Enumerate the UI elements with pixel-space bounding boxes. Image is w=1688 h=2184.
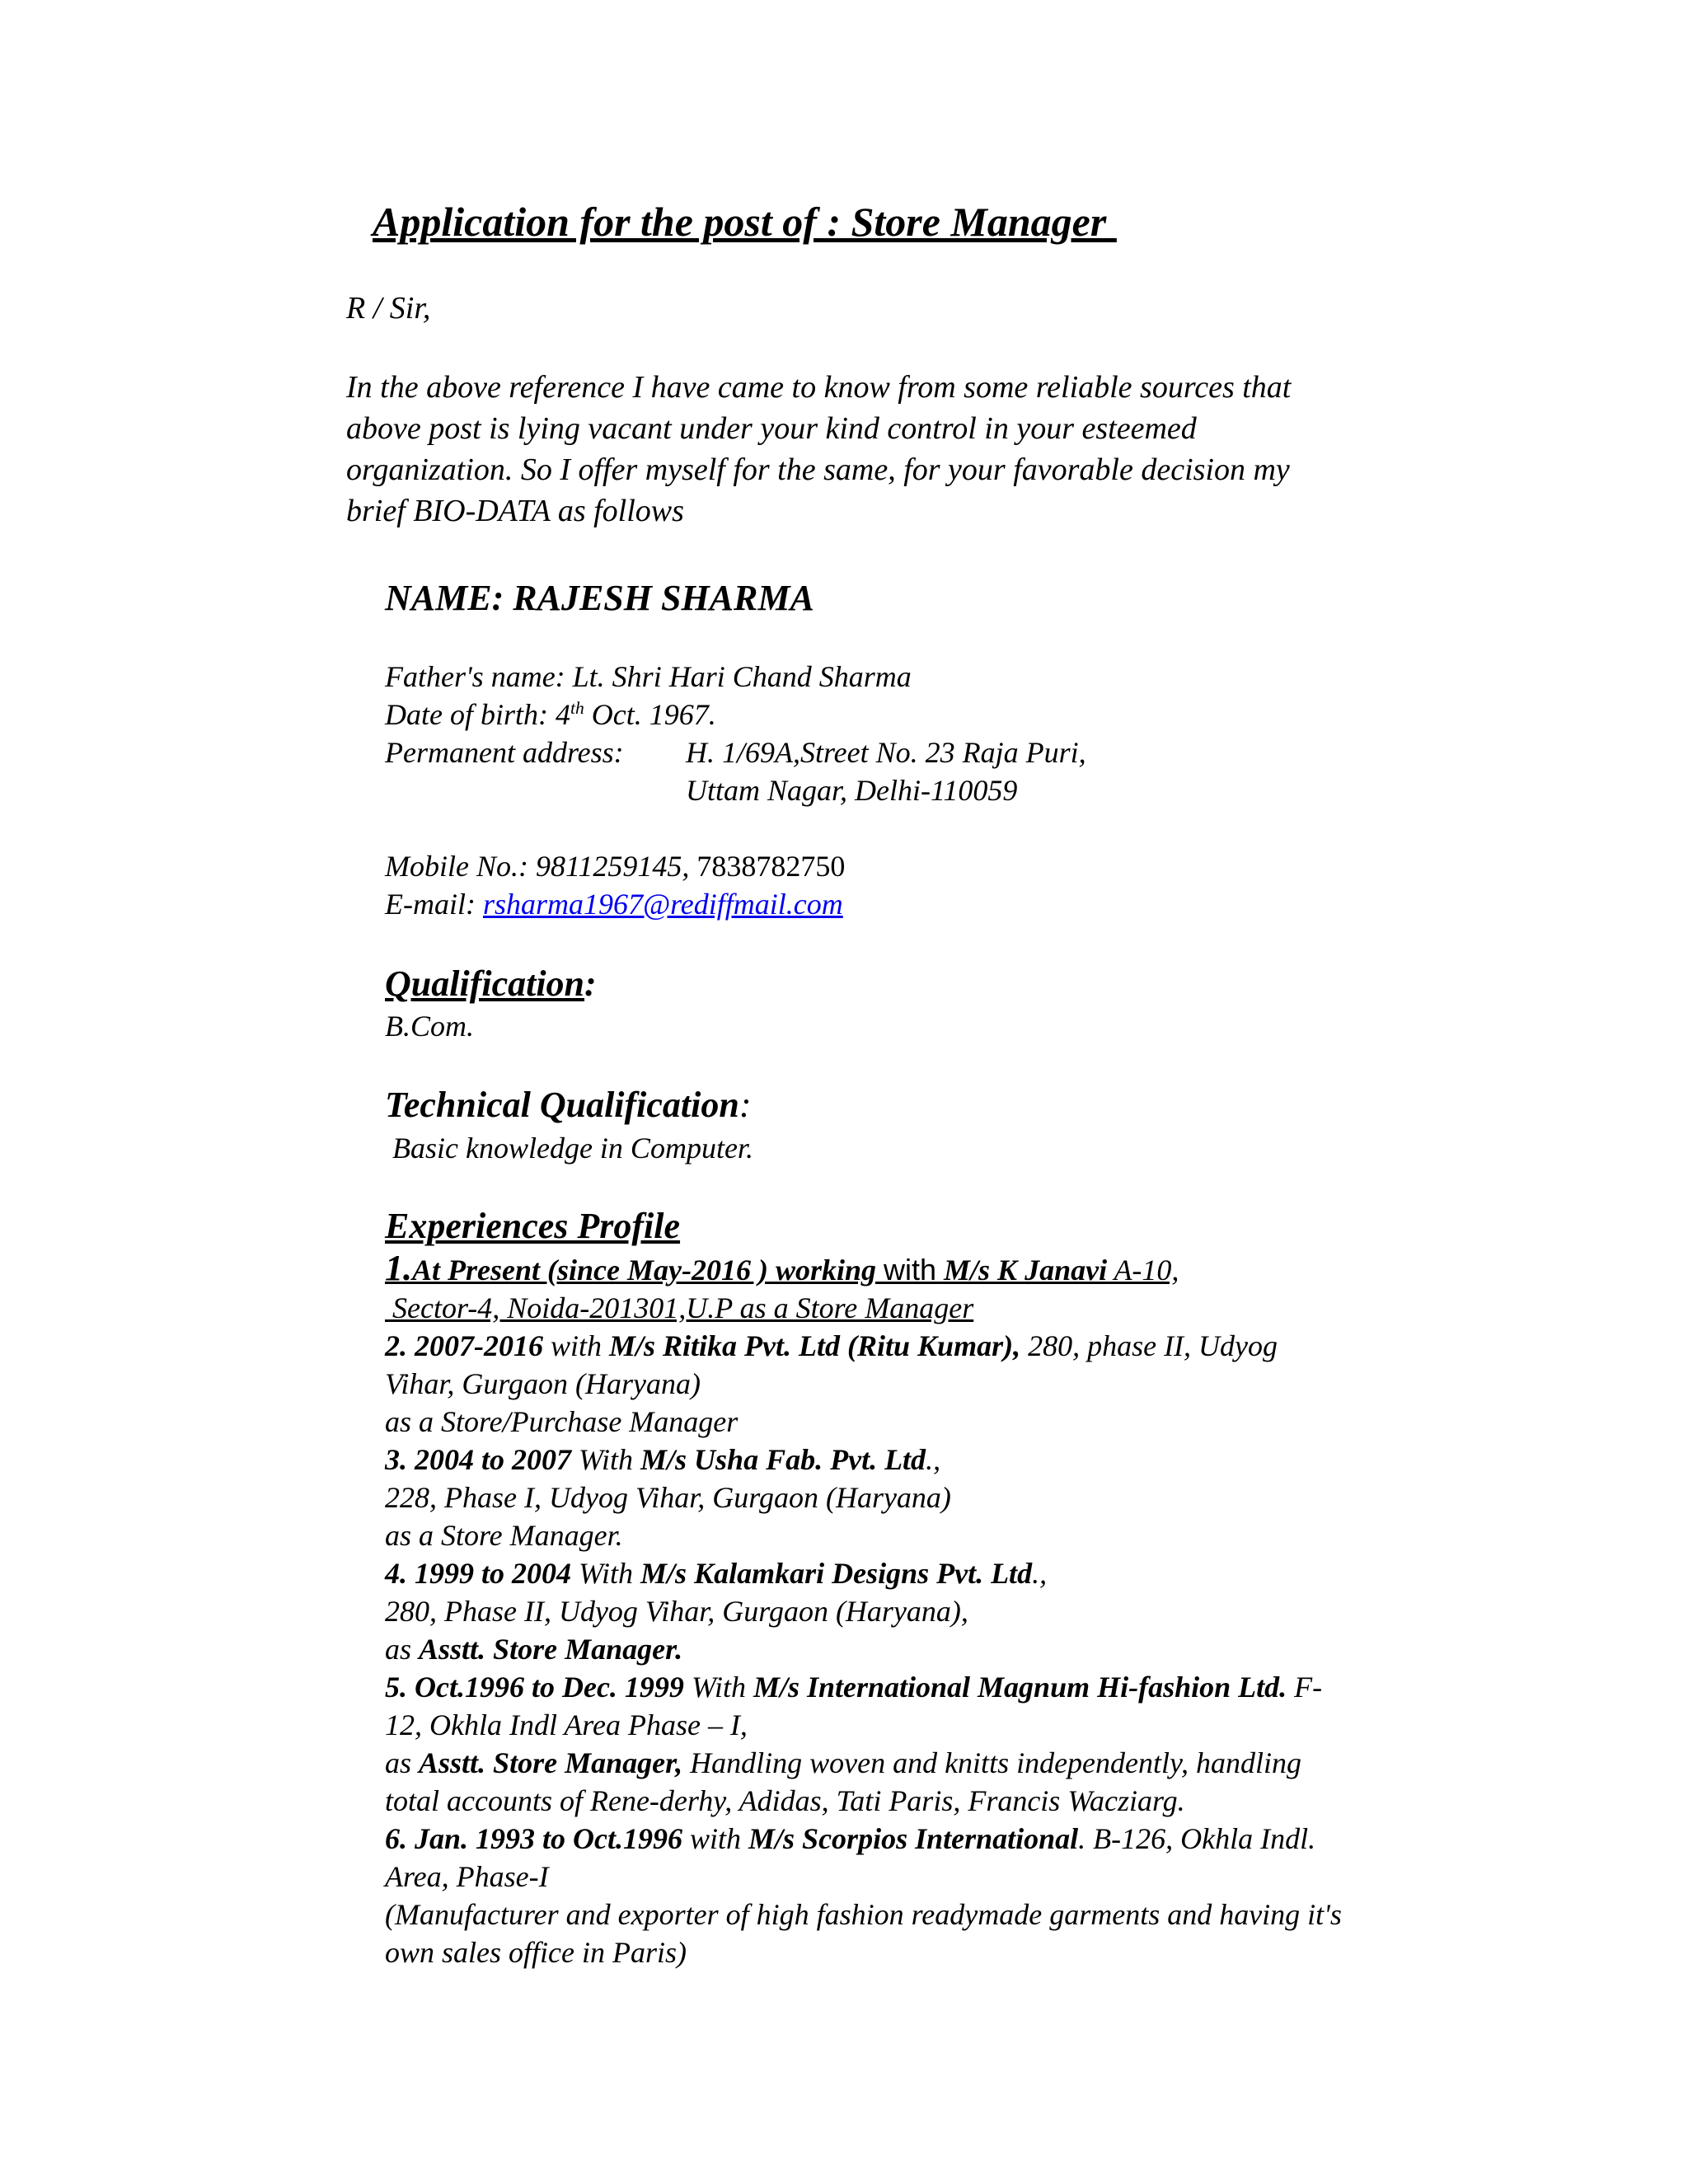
technical-value-text: Basic knowledge in Computer. [392, 1132, 753, 1165]
father-name-label: Father's name: [385, 660, 565, 693]
exp6-with: with [690, 1822, 742, 1855]
contact-details [385, 847, 845, 923]
exp5-address-1: F- [1294, 1671, 1323, 1704]
address-row-2 [385, 771, 1086, 809]
exp3-with: With [579, 1443, 634, 1476]
exp5-with: With [691, 1671, 746, 1704]
address-label: Permanent address: [385, 736, 624, 769]
exp3-address: 228, Phase I, Udyog Vihar, Gurgaon (Haryana) [385, 1481, 951, 1514]
exp5-desc-1: Handling woven and knitts independently, handling [690, 1746, 1302, 1779]
technical-heading-colon: : [738, 1085, 752, 1125]
exp2-period: 2. 2007-2016 [385, 1329, 551, 1362]
address-line-2: Uttam Nagar, Delhi-110059 [686, 774, 1018, 807]
exp6-address-1: . B-126, Okhla Indl. [1078, 1822, 1316, 1855]
dob-day: 4 [555, 698, 570, 731]
exp5-period: 5. Oct.1996 to Dec. 1999 [385, 1671, 684, 1704]
exp6-company: M/s Scorpios International [748, 1822, 1079, 1855]
intro-line: organization. So I offer myself for the same, for your favorable decision my [346, 452, 1290, 487]
experience-item-6 [385, 1820, 1481, 1858]
exp4-address: 280, Phase II, Udyog Vihar, Gurgaon (Haryana), [385, 1595, 968, 1628]
address-row [385, 733, 1086, 771]
exp5-role-row [385, 1744, 1481, 1782]
exp1-period: At Present (since May-2016 ) working [412, 1254, 876, 1286]
exp1-address-1: A-10, [1114, 1254, 1179, 1286]
exp1-address-2: Sector-4, Noida-201301,U.P as a Store Manager [392, 1291, 974, 1324]
exp3-role: as a Store Manager. [385, 1519, 623, 1552]
mobile-label: Mobile No.: [385, 850, 528, 883]
exp5-company: M/s International Magnum Hi-fashion Ltd. [753, 1671, 1287, 1704]
technical-qualification-value [385, 1129, 753, 1167]
dob-rest: Oct. 1967. [591, 698, 716, 731]
exp4-role-row [385, 1630, 1481, 1668]
qualification-value: B.Com. [385, 1010, 474, 1043]
father-name-value: Lt. Shri Hari Chand Sharma [572, 660, 912, 693]
address-line-1: H. 1/69A,Street No. 23 Raja Puri, [686, 736, 1086, 769]
exp3-company: M/s Usha Fab. Pvt. Ltd [640, 1443, 926, 1476]
exp6-period: 6. Jan. 1993 to Oct.1996 [385, 1822, 683, 1855]
exp2-role: as a Store/Purchase Manager [385, 1405, 738, 1438]
mobile-number-1: 9811259145, [535, 850, 690, 883]
exp4-role: Asstt. Store Manager. [419, 1633, 683, 1666]
dob-suffix: th [570, 698, 584, 718]
email-label: E-mail: [385, 888, 476, 921]
salutation: R / Sir, [346, 291, 431, 326]
intro-line: In the above reference I have came to know from some reliable sources that [346, 370, 1292, 405]
experience-item-3 [385, 1441, 1481, 1479]
intro-line: above post is lying vacant under your kind control in your esteemed [346, 411, 1197, 446]
email-row [385, 885, 845, 923]
dob-row [385, 696, 1086, 733]
email-link[interactable]: rsharma1967@rediffmail.com [482, 888, 843, 921]
experience-heading-text: Experiences Profile [385, 1206, 681, 1246]
exp6-desc-2: own sales office in Paris) [385, 1936, 687, 1969]
mobile-row [385, 847, 845, 885]
experience-item-1-cont [385, 1289, 1481, 1327]
exp6-desc-1: (Manufacturer and exporter of high fashion readymade garments and having it's [385, 1898, 1342, 1931]
exp2-address-2: Vihar, Gurgaon (Haryana) [385, 1367, 701, 1400]
experience-list [385, 1249, 1481, 1971]
exp1-number: 1. [385, 1248, 412, 1288]
exp5-address-2: 12, Okhla Indl Area Phase – I, [385, 1708, 748, 1741]
intro-paragraph [346, 367, 1459, 532]
experience-item-1 [385, 1249, 1481, 1289]
qualification-heading-colon: : [584, 963, 597, 1004]
exp5-desc-2: total accounts of Rene-derhy, Adidas, Tati Paris, Francis Wacziarg. [385, 1784, 1185, 1817]
exp2-with: with [551, 1329, 603, 1362]
exp6-address-2: Area, Phase-I [385, 1860, 549, 1893]
qualification-heading-text: Qualification [385, 963, 585, 1004]
exp4-with: With [579, 1557, 634, 1590]
exp4-period: 4. 1999 to 2004 [385, 1557, 572, 1590]
exp2-company: M/s Ritika Pvt. Ltd (Ritu Kumar), [609, 1329, 1021, 1362]
exp1-company: M/s K Janavi [944, 1254, 1108, 1286]
exp3-trail: ., [926, 1443, 941, 1476]
technical-heading-text: Technical Qualification [385, 1085, 739, 1125]
dob-label: Date of birth: [385, 698, 548, 731]
exp1-with: with [884, 1253, 937, 1286]
experience-item-2 [385, 1327, 1481, 1365]
experience-item-5 [385, 1668, 1481, 1706]
technical-qualification-heading [385, 1084, 752, 1126]
exp5-role: Asstt. Store Manager, [419, 1746, 683, 1779]
intro-line: brief BIO-DATA as follows [346, 494, 684, 528]
exp4-company: M/s Kalamkari Designs Pvt. Ltd [640, 1557, 1033, 1590]
experience-item-4 [385, 1554, 1481, 1592]
exp2-address-1: 280, phase II, Udyog [1028, 1329, 1278, 1362]
page-title: Application for the post of : Store Manager [373, 199, 1117, 245]
qualification-heading [385, 963, 597, 1005]
exp5-as: as [385, 1746, 412, 1779]
applicant-name: NAME: RAJESH SHARMA [385, 578, 814, 618]
mobile-number-2: 7838782750 [696, 850, 846, 883]
exp4-trail: ., [1032, 1557, 1048, 1590]
experience-heading [385, 1205, 680, 1247]
exp4-as: as [385, 1633, 412, 1666]
exp3-period: 3. 2004 to 2007 [385, 1443, 572, 1476]
personal-details [385, 658, 1086, 809]
father-name-row [385, 658, 1086, 696]
